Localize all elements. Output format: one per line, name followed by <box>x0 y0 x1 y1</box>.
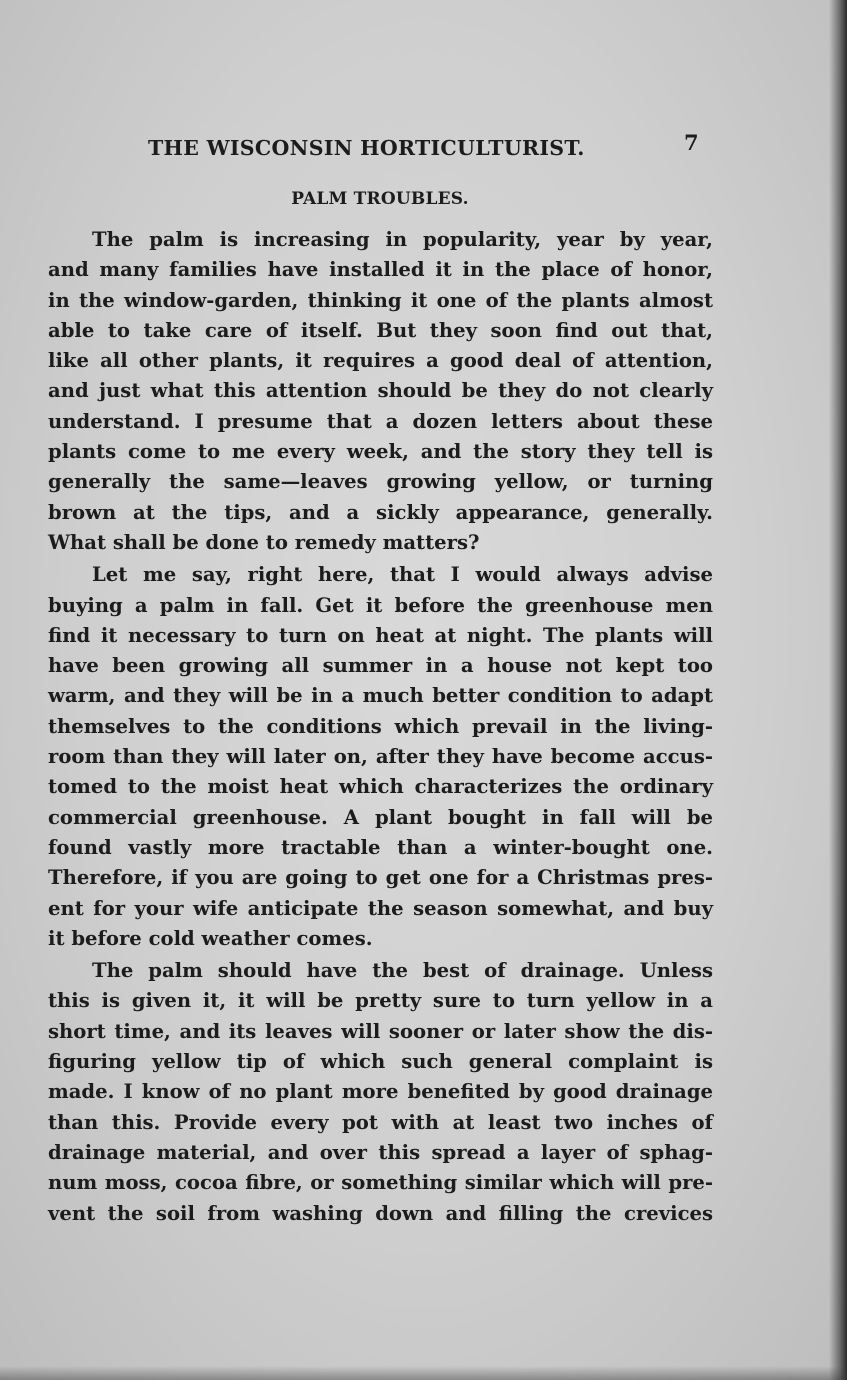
running-title: THE WISCONSIN HORTICULTURIST. <box>148 136 585 160</box>
article-title: PALM TROUBLES. <box>291 189 469 209</box>
text-line: found vastly more tractable than a winter-bought one. <box>48 835 713 859</box>
text-line: num moss, cocoa fibre, or something similar which will pre- <box>48 1171 713 1195</box>
text-line: warm, and they will be in a much better condition to adapt <box>48 684 713 708</box>
text-line: in the window-garden, thinking it one of the plants almost <box>48 288 713 312</box>
text-line: short time, and its leaves will sooner or later show the dis- <box>48 1019 713 1043</box>
page-number: 7 <box>684 130 699 155</box>
text-line: room than they will later on, after they have become accus- <box>48 745 713 769</box>
text-line: and just what this attention should be they do not clearly <box>48 379 713 403</box>
paragraph <box>48 225 713 558</box>
text-line: themselves to the conditions which prevail in the living- <box>48 714 713 738</box>
text-line: find it necessary to turn on heat at night. The plants will <box>48 623 713 647</box>
text-line: Let me say, right here, that I would always advise <box>92 563 713 587</box>
text-line: tomed to the moist heat which characterizes the ordinary <box>48 775 713 799</box>
page-edge-shadow <box>829 0 847 1380</box>
text-line: it before cold weather comes. <box>48 926 373 950</box>
text-line: Therefore, if you are going to get one for a Christmas pres- <box>48 866 713 890</box>
text-line: than this. Provide every pot with at least two inches of <box>48 1110 713 1134</box>
page-bottom-shadow <box>0 1366 847 1380</box>
text-line: generally the same—leaves growing yellow, or turning <box>48 470 713 494</box>
paragraph <box>48 956 713 1229</box>
text-line: have been growing all summer in a house not kept too <box>48 654 713 678</box>
text-line: brown at the tips, and a sickly appearance, generally. <box>48 500 713 524</box>
text-line: buying a palm in fall. Get it before the greenhouse men <box>48 593 713 617</box>
text-line: ent for your wife anticipate the season somewhat, and buy <box>48 896 713 920</box>
text-line: this is given it, it will be pretty sure to turn yellow in a <box>48 989 713 1013</box>
text-line: The palm should have the best of drainage. Unless <box>92 959 713 983</box>
text-line: and many families have installed it in the place of honor, <box>48 258 713 282</box>
text-line: made. I know of no plant more benefited by good drainage <box>48 1080 713 1104</box>
paragraph <box>48 560 713 954</box>
text-line: drainage material, and over this spread a layer of sphag- <box>48 1140 713 1164</box>
text-line: plants come to me every week, and the story they tell is <box>48 440 713 464</box>
text-line: able to take care of itself. But they soon find out that, <box>48 318 713 342</box>
text-line: commercial greenhouse. A plant bought in fall will be <box>48 805 713 829</box>
text-line: The palm is increasing in popularity, year by year, <box>92 228 713 251</box>
article-body <box>48 225 713 1229</box>
text-line: figuring yellow tip of which such general complaint is <box>48 1050 713 1074</box>
text-line: understand. I presume that a dozen letters about these <box>48 409 713 433</box>
text-line: vent the soil from washing down and filling the crevices <box>48 1201 713 1225</box>
text-line: like all other plants, it requires a good deal of attention, <box>48 349 713 373</box>
text-line: What shall be done to remedy matters? <box>48 530 480 554</box>
